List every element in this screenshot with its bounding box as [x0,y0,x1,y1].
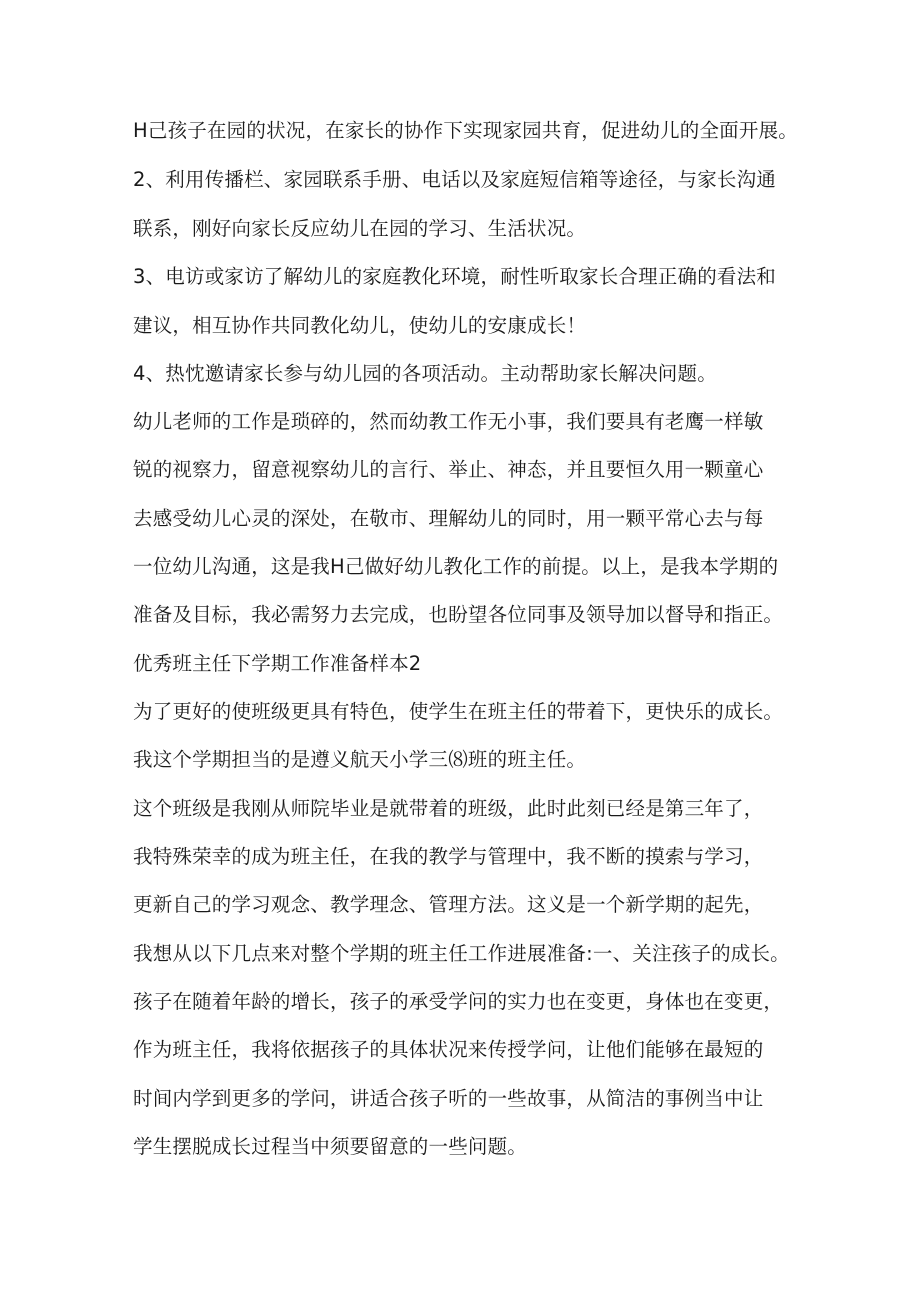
text-line: 为了更好的使班级更具有特色，使学生在班主任的带着下，更快乐的成长。 [133,700,784,723]
text-line: 锐的视察力，留意视察幼儿的言行、举止、神态，并且要恒久用一颗童心 [133,458,764,481]
text-line: 建议，相互协作共同教化幼儿，使幼儿的安康成长！ [133,314,587,337]
text-line: 4、热忱邀请家长参与幼儿园的各项活动。主动帮助家长解决问题。 [133,362,717,385]
text-line: 作为班主任，我将依据孩子的具体状况来传授学问，让他们能够在最短的 [133,1038,764,1061]
text-line: 联系，刚好向家长反应幼儿在园的学习、生活状况。 [133,217,587,240]
text-line: 一位幼儿沟通，这是我H己做好幼儿教化工作的前提。以上，是我本学期的 [133,555,779,578]
text-line: 时间内学到更多的学问，讲适合孩子听的一些故事，从简洁的事例当中让 [133,1087,764,1110]
text-line: 学生摆脱成长过程当中须要留意的一些问题。 [133,1135,528,1158]
text-line: 去感受幼儿心灵的深处，在敬市、理解幼儿的同时，用一颗平常心去与每 [133,507,764,530]
text-line: 准备及目标，我必需努力去完成，也盼望各位同事及领导加以督导和指正。 [133,603,784,626]
text-line: 幼儿老师的工作是琐碎的，然而幼教工作无小事，我们要具有老鹰一样敏 [133,410,764,433]
text-line: 这个班级是我刚从师院毕业是就带着的班级，此时此刻已经是第三年了， [133,797,764,820]
text-line: 2、利用传播栏、家园联系手册、电话以及家庭短信箱等途径，与家长沟通 [133,168,777,191]
text-line: 3、电访或家访了解幼儿的家庭教化环境，耐性听取家长合理正确的看法和 [133,265,777,288]
section-heading: 优秀班主任下学期工作准备样本2 [133,652,422,675]
text-line: 孩子在随着年龄的增长，孩子的承受学问的实力也在变更，身体也在变更， [133,990,784,1013]
text-line: 我特殊荣幸的成为班主任，在我的教学与管理中，我不断的摸索与学习， [133,845,764,868]
text-line: 我想从以下几点来对整个学期的班主任工作进展准备:一、关注孩子的成长。 [133,942,790,965]
text-line: 更新自己的学习观念、教学理念、管理方法。这义是一个新学期的起先， [133,893,764,916]
text-line: 我这个学期担当的是遵义航天小学三⑻班的班主任。 [133,748,587,771]
text-line: H己孩子在园的状况，在家长的协作下实现家园共育，促进幼儿的全面开展。 [133,119,798,142]
